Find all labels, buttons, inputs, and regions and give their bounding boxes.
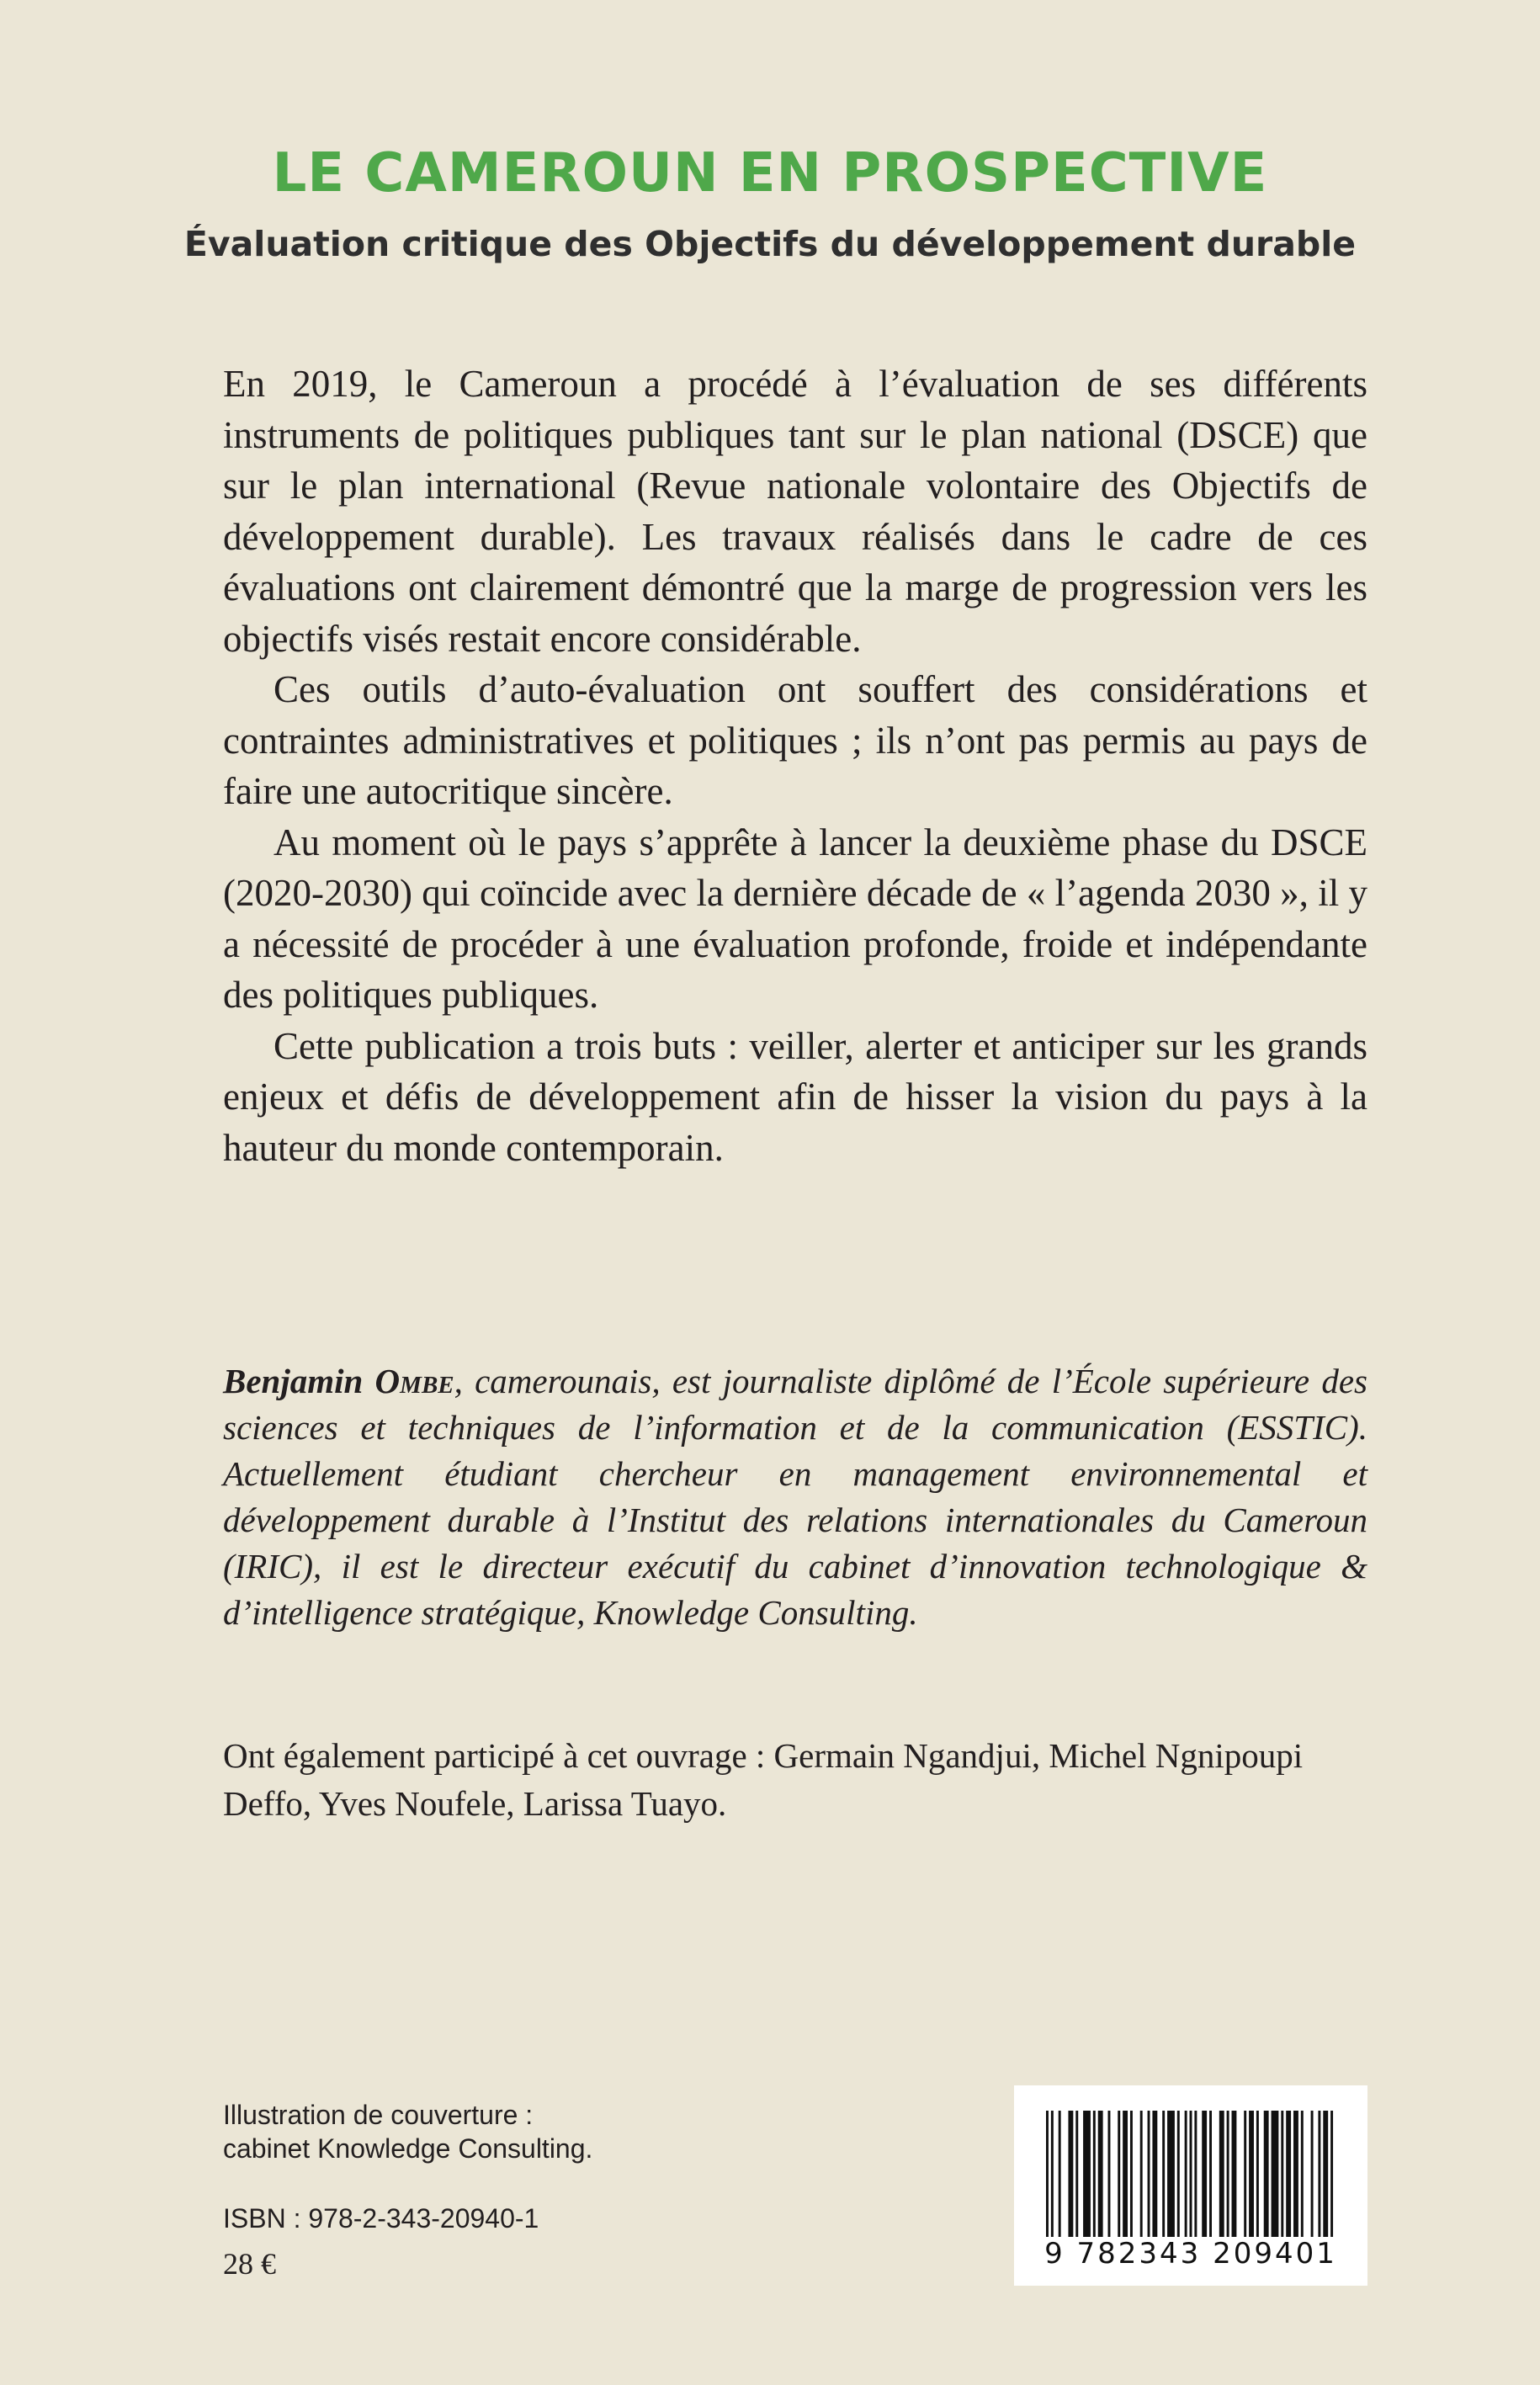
barcode-bar — [1108, 2111, 1111, 2237]
barcode-bar — [1311, 2111, 1314, 2237]
barcode — [1014, 2085, 1367, 2286]
author-surname: Ombe — [374, 1362, 454, 1400]
summary-paragraph: En 2019, le Cameroun a procédé à l’évaluation de ses différents instruments de politiques publiques tant sur le plan national (DSCE) que sur le plan international (Revue nationale volontaire des Objectifs de développement durable). Les travaux réalisés dans le cadre de ces évaluations ont clairement démontré que la marge de progression vers les objectifs visés restait encore considérable. — [223, 363, 1367, 660]
illustration-credit — [223, 2098, 728, 2165]
barcode-bar — [1118, 2111, 1120, 2237]
book-subtitle: Évaluation critique des Objectifs du développement durable — [183, 224, 1357, 264]
price: 28 € — [223, 2247, 276, 2281]
author-first-name: Benjamin — [223, 1362, 364, 1400]
barcode-bar — [1227, 2111, 1229, 2237]
barcode-bar — [1301, 2111, 1304, 2237]
barcode-bar — [1202, 2111, 1207, 2237]
barcode-bar — [1130, 2111, 1133, 2237]
barcode-bar — [1244, 2111, 1246, 2237]
barcode-bar — [1219, 2111, 1224, 2237]
illustration-credit-line: cabinet Knowledge Consulting. — [223, 2133, 593, 2164]
barcode-bar — [1075, 2111, 1078, 2237]
barcode-bar — [1194, 2111, 1197, 2237]
barcode-bar — [1286, 2111, 1291, 2237]
barcode-digits: 9 782343 209401 — [1044, 2237, 1337, 2271]
barcode-bar — [1167, 2111, 1175, 2237]
barcode-bar — [1190, 2111, 1192, 2237]
summary-paragraph: Ces outils d’auto-évaluation ont souffert des considérations et contraintes administratives et politiques ; ils n’ont pas permis au pays de faire une autocritique sincère. — [223, 668, 1367, 812]
isbn: ISBN : 978-2-343-20940-1 — [223, 2203, 539, 2234]
author-bio — [223, 1358, 1367, 1636]
barcode-bar — [1293, 2111, 1298, 2237]
barcode-bar — [1123, 2111, 1128, 2237]
barcode-bar — [1140, 2111, 1143, 2237]
illustration-credit-line: Illustration de couverture : — [223, 2100, 534, 2130]
barcode-bar — [1323, 2111, 1328, 2237]
barcode-bar — [1209, 2111, 1212, 2237]
barcode-bar — [1318, 2111, 1320, 2237]
summary-text — [223, 359, 1367, 1173]
summary-paragraph: Cette publication a trois buts : veiller, alerter et anticiper sur les grands enjeux et défis de développement afin de hisser la vision du pays à la hauteur du monde contemporain. — [223, 1024, 1367, 1169]
barcode-bar — [1152, 2111, 1157, 2237]
barcode-bar — [1185, 2111, 1187, 2237]
author-bio-text: , camerounais, est journaliste diplômé de l’École supérieure des sciences et techniques de l’information et de la communication (ESSTIC). Actuellement étudiant chercheur en management environnemental et développement durable à l’Institut des relations internationales du Cameroun (IRIC), il est le directeur exécutif du cabinet d’innovation technologique & d’intelligence stratégique, Knowledge Consulting. — [223, 1362, 1367, 1632]
barcode-bar — [1162, 2111, 1165, 2237]
barcode-bars — [1046, 2111, 1336, 2237]
contributors-note: Ont également participé à cet ouvrage : Germain Ngandjui, Michel Ngnipoupi Deffo, Yves Noufele, Larissa Tuayo. — [223, 1736, 1304, 1823]
barcode-bar — [1098, 2111, 1103, 2237]
barcode-bar — [1059, 2111, 1061, 2237]
barcode-bar — [1281, 2111, 1283, 2237]
barcode-bar — [1068, 2111, 1073, 2237]
barcode-bar — [1232, 2111, 1237, 2237]
barcode-bar — [1083, 2111, 1091, 2237]
barcode-bar — [1148, 2111, 1150, 2237]
summary-paragraph: Au moment où le pays s’apprête à lancer la deuxième phase du DSCE (2020-2030) qui coïncide avec la dernière décade de « l’agenda 2030 », il y a nécessité de procéder à une évaluation profonde, froide et indépendante des politiques publiques. — [223, 821, 1367, 1016]
barcode-bar — [1264, 2111, 1269, 2237]
barcode-bar — [1177, 2111, 1180, 2237]
barcode-bar — [1249, 2111, 1254, 2237]
book-title: LE CAMEROUN EN PROSPECTIVE — [272, 142, 1268, 205]
barcode-bar — [1272, 2111, 1279, 2237]
barcode-bar — [1330, 2111, 1333, 2237]
barcode-bar — [1256, 2111, 1259, 2237]
barcode-bar — [1051, 2111, 1054, 2237]
barcode-bar — [1093, 2111, 1096, 2237]
barcode-bar — [1046, 2111, 1049, 2237]
